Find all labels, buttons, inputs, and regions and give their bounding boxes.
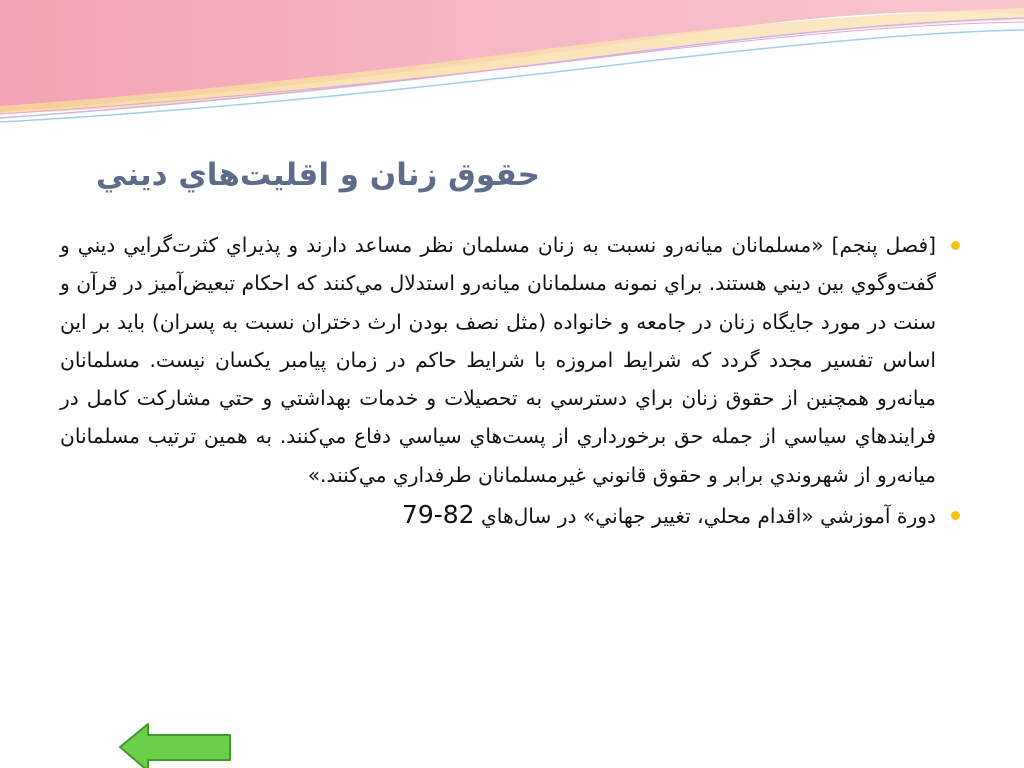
bullet-item [60, 496, 968, 535]
slide-title: حقوق زنان و اقليت‌هاي ديني [96, 157, 540, 193]
header-wave-decoration [0, 0, 1024, 130]
bullet-text: [فصل پنجم] «مسلمانان ميانه‌رو نسبت به زنان مسلمان نظر مساعد دارند و پذيراي كثرت‌گرايي ديني و گفت‌وگوي بين ديني هستند. براي نمونه مسلمانان ميانه‌رو استدلال مي‌كنند كه احكام تبعيض‌آميز در قرآن و سنت در مورد جايگاه زنان در جامعه و خانواده (مثل نصف بودن ارث دختران نسبت به پسران) بايد بر اين اساس تفسير مجدد گردد كه شرايط امروزه با شرايط حاكم در زمان پيامبر يكسان نيست. مسلمانان ميانه‌رو همچنين از حقوق زنان براي دسترسي به تحصيلات و خدمات بهداشتي و حتي مشاركت كامل در فرايندهاي سياسي از جمله حق برخورداري از پست‌هاي سياسي دفاع مي‌كنند. به همين ترتيب مسلمانان ميانه‌رو از شهروندي برابر و حقوق قانوني غيرمسلمانان طرفداري مي‌كنند.» [60, 233, 936, 487]
left-arrow-icon[interactable] [118, 722, 234, 768]
bullet-dot-icon [951, 511, 960, 520]
bullet-dot-icon [951, 241, 960, 250]
bullet-list [60, 226, 968, 535]
bullet-text: دورة آموزشي «اقدام محلي، تغيير جهاني» در سال‌هاي [481, 504, 936, 529]
bullet-item [60, 226, 968, 494]
years-number: 79-82 [401, 500, 475, 530]
